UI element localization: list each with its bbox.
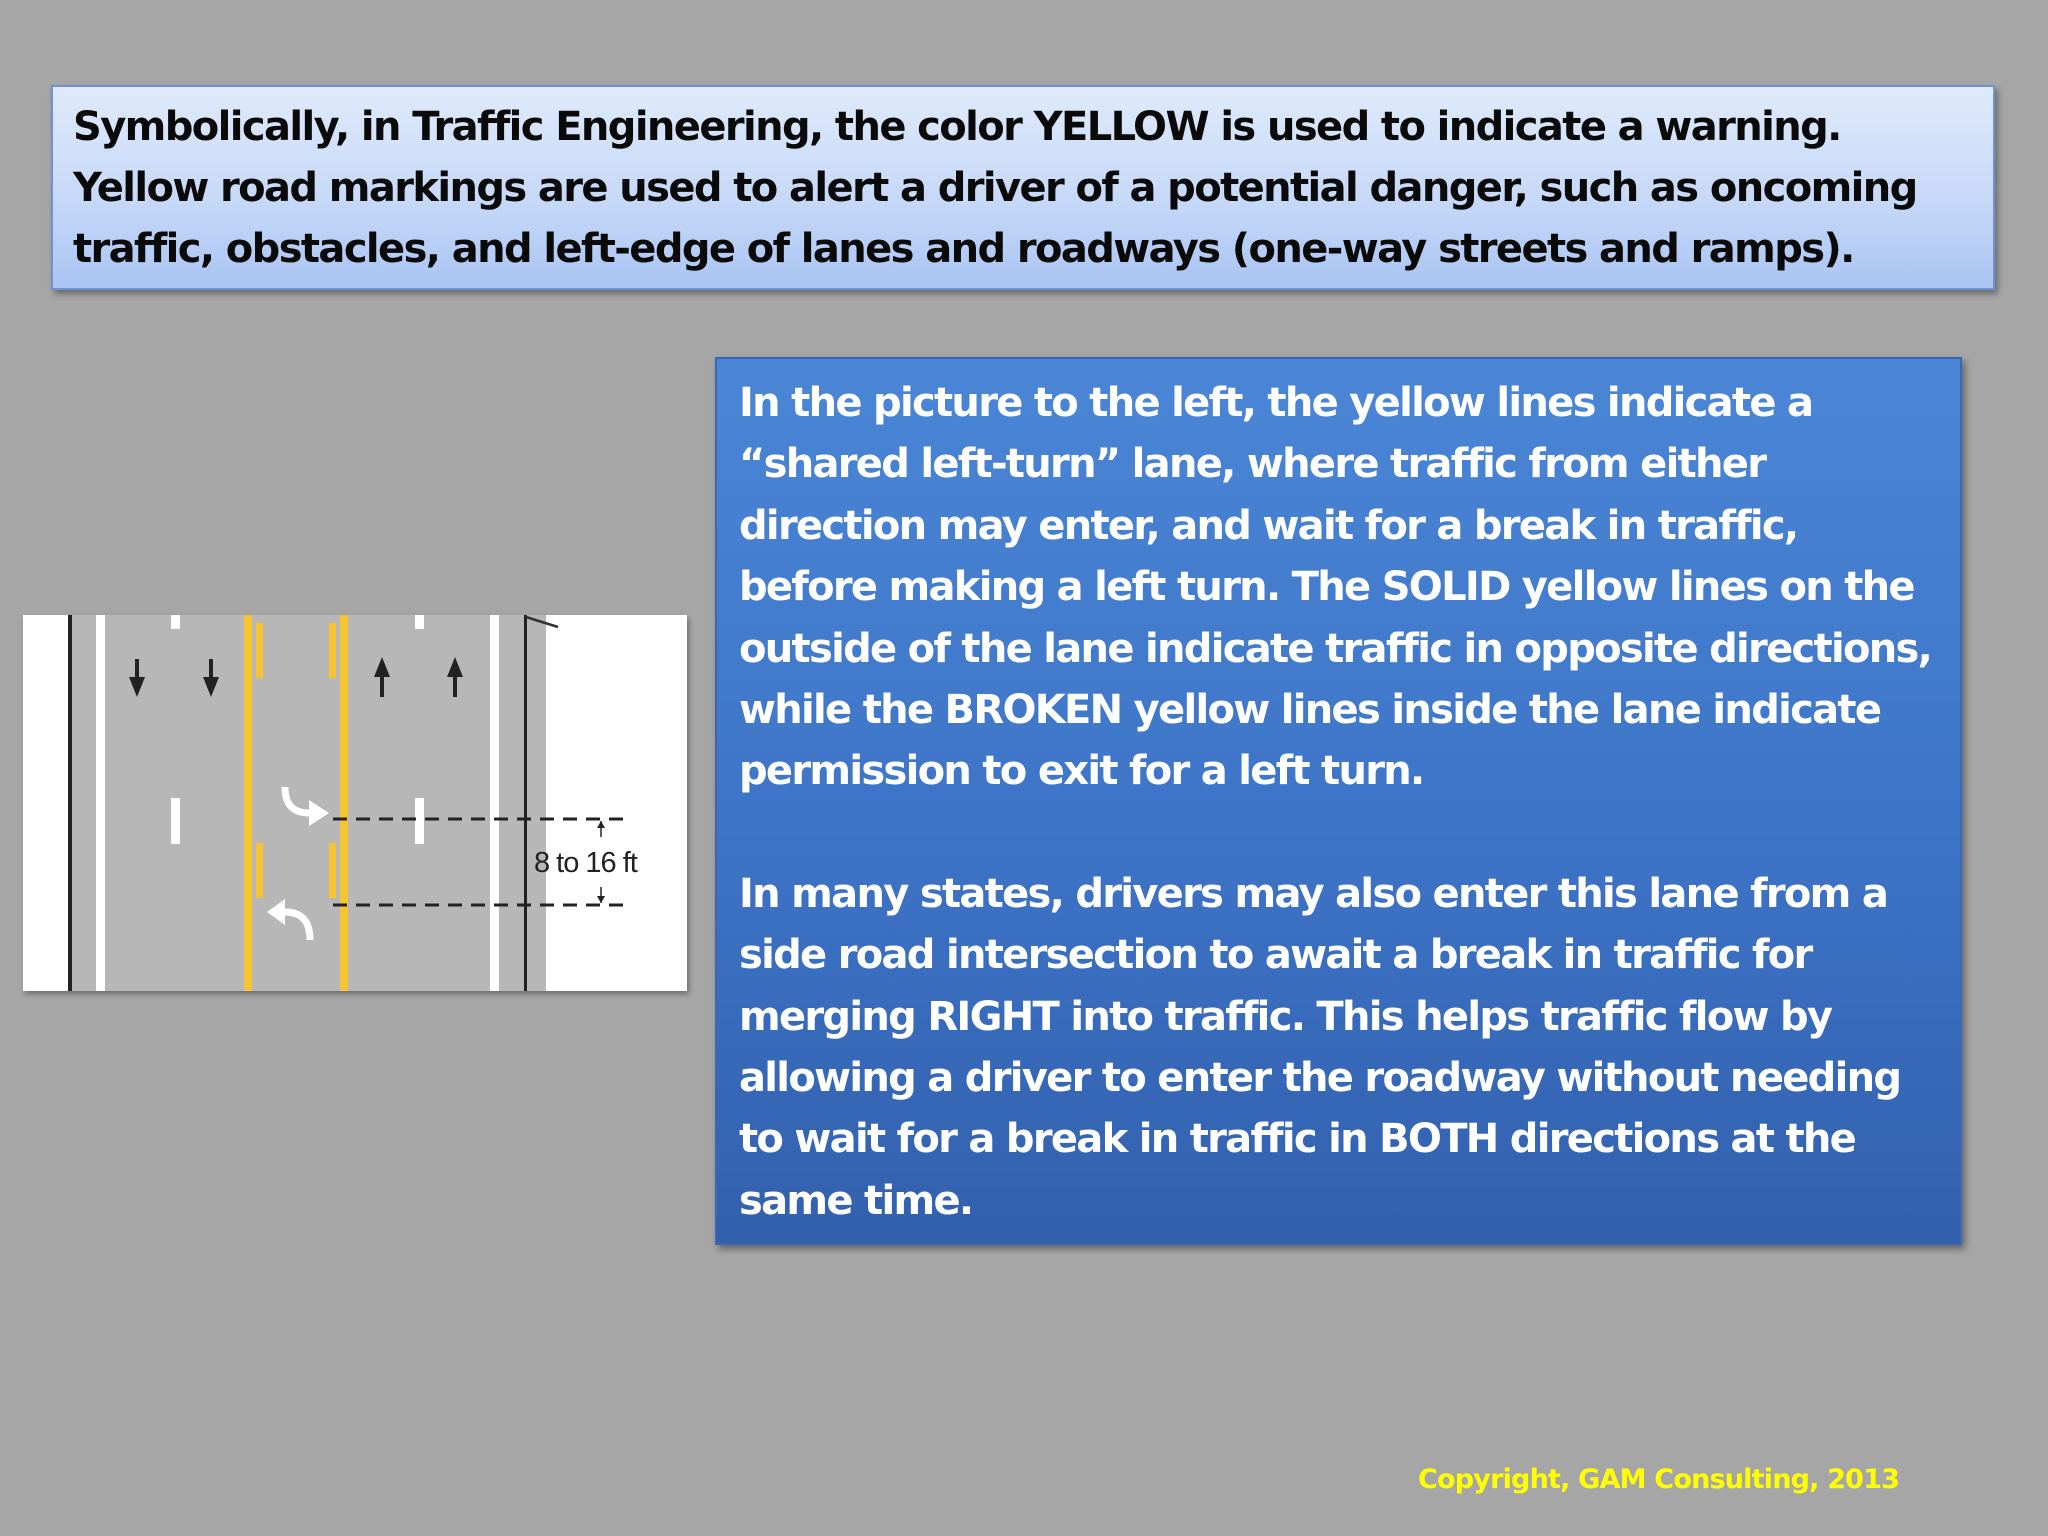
left-edge-line bbox=[68, 615, 72, 991]
explanation-p1-line-3: direction may enter, and wait for a break in traffic, bbox=[739, 502, 1798, 549]
right-edge-line bbox=[524, 615, 527, 991]
explanation-p1-line-5: outside of the lane indicate traffic in opposite directions, bbox=[739, 625, 1932, 672]
copyright-notice: Copyright, GAM Consulting, 2013 bbox=[1418, 1464, 1900, 1495]
explanation-p2-line-6: same time. bbox=[739, 1177, 973, 1224]
explanation-p2-line-2: side road intersection to await a break in traffic for bbox=[739, 932, 1812, 979]
broken-yellow-dash bbox=[329, 623, 336, 678]
explanation-p1-line-1: In the picture to the left, the yellow lines indicate a bbox=[739, 380, 1813, 426]
explanation-box bbox=[715, 357, 1962, 1245]
intro-line-2: Yellow road markings are used to alert a driver of a potential danger, such as oncoming bbox=[73, 165, 1917, 211]
explanation-p1-line-2: “shared left-turn” lane, where traffic from either bbox=[739, 441, 1766, 488]
intro-line-3: traffic, obstacles, and left-edge of lanes and roadways (one-way streets and ramps). bbox=[73, 226, 1854, 272]
left-white-edge bbox=[96, 615, 105, 991]
broken-yellow-dash bbox=[256, 843, 263, 898]
lane-dash bbox=[171, 615, 180, 629]
right-white-edge bbox=[490, 615, 499, 991]
explanation-p2-line-5: to wait for a break in traffic in BOTH directions at the bbox=[739, 1116, 1856, 1163]
lane-dash bbox=[171, 798, 180, 844]
intro-box bbox=[51, 85, 1995, 290]
dimension-label: 8 to 16 ft bbox=[534, 847, 637, 879]
explanation-p1-line-7: permission to exit for a left turn. bbox=[739, 748, 1424, 795]
lane-dash bbox=[415, 615, 424, 629]
solid-yellow-line-left bbox=[244, 615, 252, 991]
intro-line-1: Symbolically, in Traffic Engineering, the color YELLOW is used to indicate a warning. bbox=[73, 104, 1841, 150]
explanation-p2-line-3: merging RIGHT into traffic. This helps traffic flow by bbox=[739, 993, 1832, 1040]
explanation-p2-line-4: allowing a driver to enter the roadway without needing bbox=[739, 1055, 1901, 1102]
broken-yellow-dash bbox=[329, 843, 336, 898]
explanation-p1-line-6: while the BROKEN yellow lines inside the lane indicate bbox=[739, 687, 1881, 734]
explanation-p1-line-4: before making a left turn. The SOLID yellow lines on the bbox=[739, 564, 1914, 611]
solid-yellow-line-right bbox=[340, 615, 348, 991]
broken-yellow-dash bbox=[256, 623, 263, 678]
explanation-p2-line-1: In many states, drivers may also enter this lane from a bbox=[739, 870, 1888, 917]
lane-dash bbox=[415, 798, 424, 844]
shared-left-turn-lane-diagram bbox=[23, 615, 687, 991]
